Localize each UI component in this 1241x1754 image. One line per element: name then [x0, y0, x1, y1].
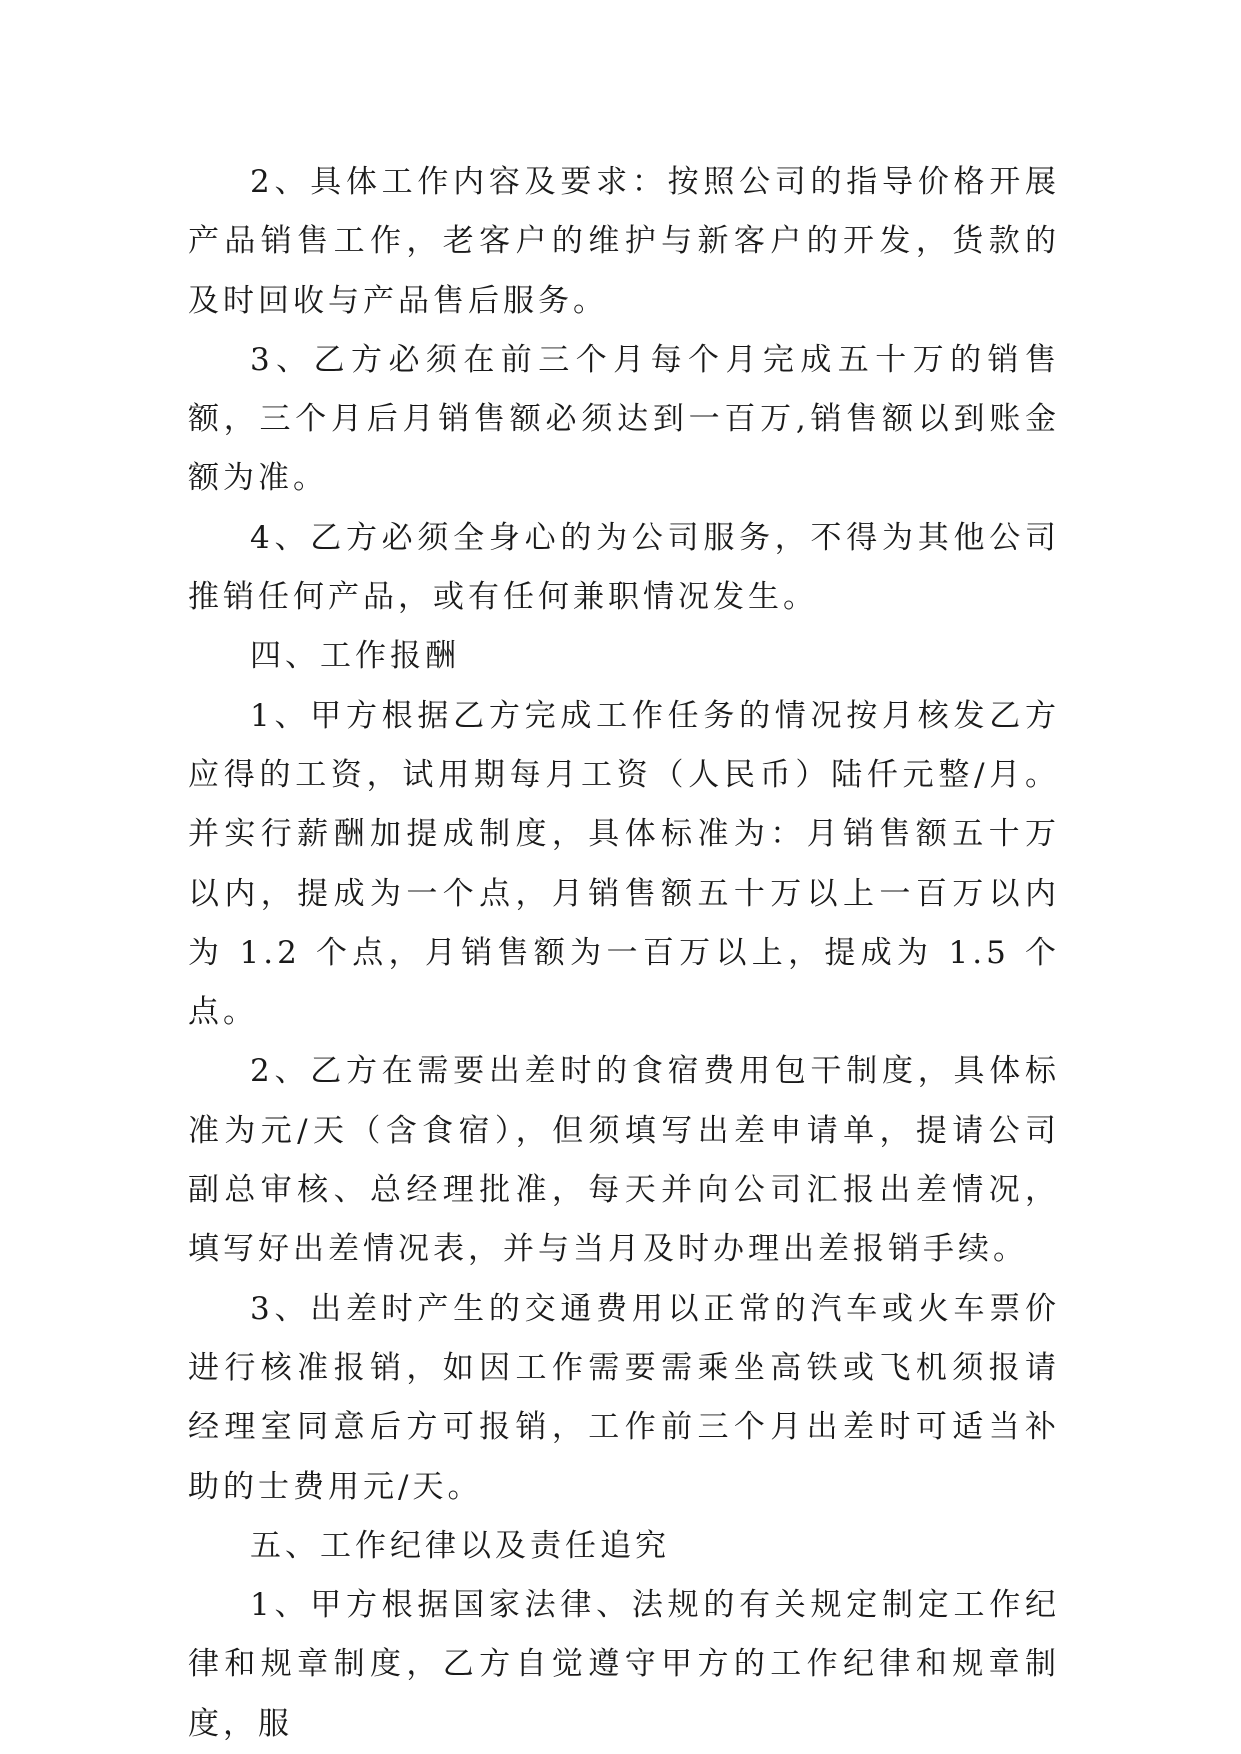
paragraph-discipline-1-rules: 1、甲方根据国家法律、法规的有关规定制定工作纪律和规章制度，乙方自觉遵守甲方的工作纪律和规章制度，服 [188, 1587, 1060, 1742]
paragraph-item-2-job-content: 2、具体工作内容及要求：按照公司的指导价格开展产品销售工作，老客户的维护与新客户的开发，货款的及时回收与产品售后服务。 [188, 164, 1060, 319]
section-heading-compensation: 四、工作报酬 [250, 638, 460, 675]
paragraph-compensation-3-transport: 3、出差时产生的交通费用以正常的汽车或火车票价进行核准报销，如因工作需要需乘坐高铁或飞机须报请经理室同意后方可报销，工作前三个月出差时可适当补助的士费用元/天。 [188, 1290, 1060, 1505]
paragraph-item-4-exclusive-service: 4、乙方必须全身心的为公司服务，不得为其他公司推销任何产品，或有任何兼职情况发生。 [188, 519, 1060, 616]
paragraph-item-3-sales-target: 3、乙方必须在前三个月每个月完成五十万的销售额，三个月后月销售额必须达到一百万,销售额以到账金额为准。 [188, 341, 1060, 497]
paragraph-compensation-2-travel-lodging: 2、乙方在需要出差时的食宿费用包干制度，具体标准为元/天（含食宿），但须填写出差申请单，提请公司副总审核、总经理批准，每天并向公司汇报出差情况，填写好出差情况表，并与当月及时办理出差报销手续。 [188, 1053, 1060, 1268]
section-heading-discipline: 五、工作纪律以及责任追究 [250, 1527, 670, 1564]
paragraph-compensation-1-salary: 1、甲方根据乙方完成工作任务的情况按月核发乙方应得的工资，试用期每月工资（人民币）陆仟元整/月。并实行薪酬加提成制度，具体标准为：月销售额五十万以内，提成为一个点，月销售额五十万以上一百万以内为 1.2 个点，月销售额为一百万以上，提成为 1.5 个点。 [188, 697, 1060, 1031]
document-body [188, 153, 1060, 1754]
